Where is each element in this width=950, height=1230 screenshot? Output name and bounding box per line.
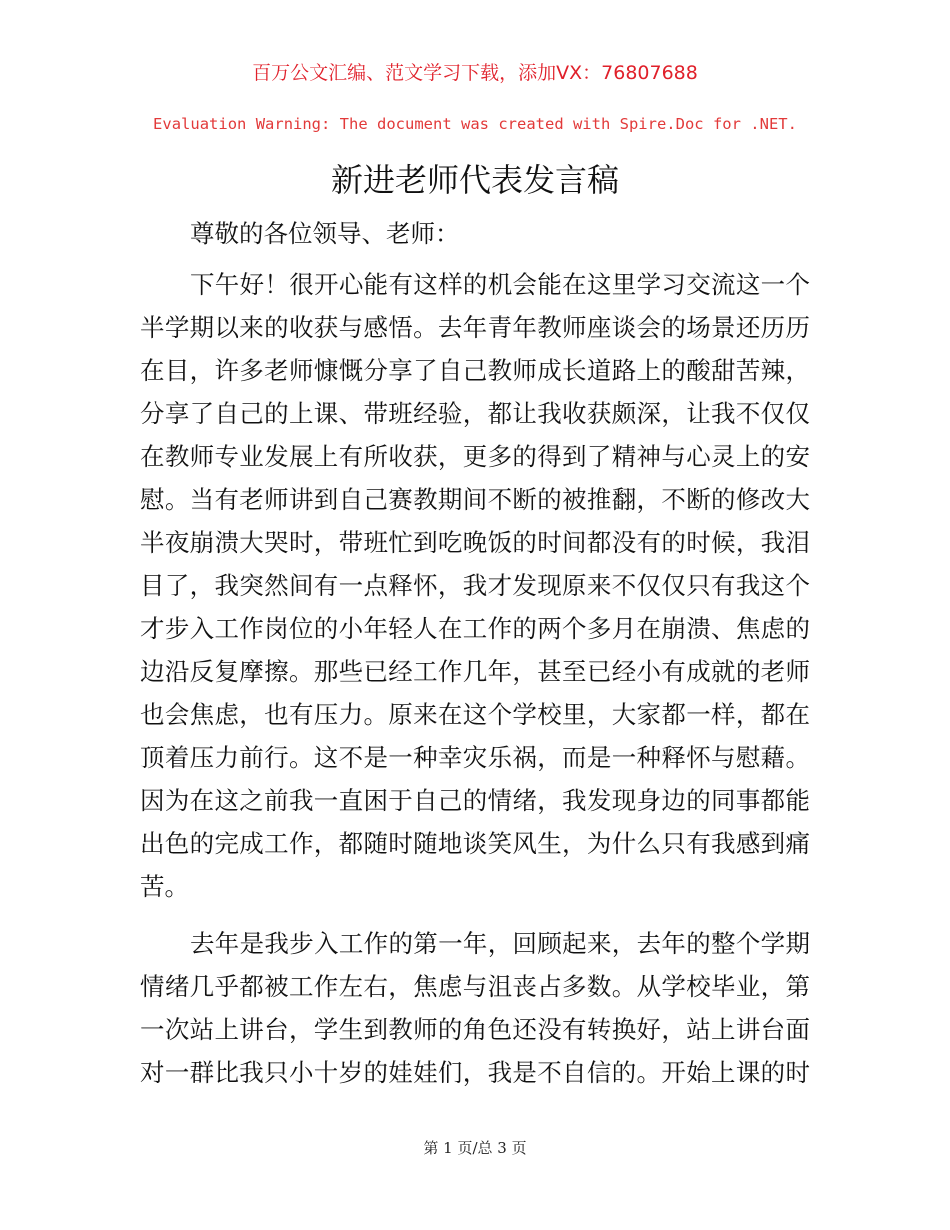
paragraph — [140, 263, 810, 908]
text-line: 下午好！很开心能有这样的机会能在这里学习交流这一个 — [190, 270, 810, 299]
text-line: 一次站上讲台，学生到教师的角色还没有转换好，站上讲台面 — [140, 1015, 810, 1044]
paragraph — [140, 922, 810, 1094]
document-body — [140, 212, 810, 1108]
text-line: 对一群比我只小十岁的娃娃们，我是不自信的。开始上课的时 — [140, 1058, 810, 1087]
text-line: 去年是我步入工作的第一年，回顾起来，去年的整个学期 — [190, 929, 810, 958]
text-line: 才步入工作岗位的小年轻人在工作的两个多月在崩溃、焦虑的 — [140, 614, 810, 643]
text-line: 顶着压力前行。这不是一种幸灾乐祸，而是一种释怀与慰藉。 — [140, 743, 810, 772]
text-line: 在教师专业发展上有所收获，更多的得到了精神与心灵上的安 — [140, 442, 810, 471]
text-line: 半学期以来的收获与感悟。去年青年教师座谈会的场景还历历 — [140, 313, 810, 342]
text-line: 目了，我突然间有一点释怀，我才发现原来不仅仅只有我这个 — [140, 571, 810, 600]
salutation: 尊敬的各位领导、老师： — [190, 219, 460, 248]
text-line: 边沿反复摩擦。那些已经工作几年，甚至已经小有成就的老师 — [140, 657, 810, 686]
text-line: 也会焦虑，也有压力。原来在这个学校里，大家都一样，都在 — [140, 700, 810, 729]
text-line: 情绪几乎都被工作左右，焦虑与沮丧占多数。从学校毕业，第 — [140, 972, 810, 1001]
evaluation-warning: Evaluation Warning: The document was created with Spire.Doc for .NET. — [153, 115, 797, 133]
text-line: 出色的完成工作，都随时随地谈笑风生，为什么只有我感到痛 — [140, 829, 810, 858]
promo-banner: 百万公文汇编、范文学习下载，添加VX：76807688 — [252, 62, 698, 84]
text-line: 在目，许多老师慷慨分享了自己教师成长道路上的酸甜苦辣， — [140, 356, 810, 385]
document-title: 新进老师代表发言稿 — [330, 161, 619, 199]
text-line: 因为在这之前我一直困于自己的情绪，我发现身边的同事都能 — [140, 786, 810, 815]
text-line: 苦。 — [140, 872, 189, 901]
page-indicator: 第 1 页/总 3 页 — [423, 1139, 527, 1157]
text-line: 半夜崩溃大哭时，带班忙到吃晚饭的时间都没有的时候，我泪 — [140, 528, 810, 557]
text-line: 分享了自己的上课、带班经验，都让我收获颇深，让我不仅仅 — [140, 399, 810, 428]
text-line: 慰。当有老师讲到自己赛教期间不断的被推翻，不断的修改大 — [140, 485, 810, 514]
